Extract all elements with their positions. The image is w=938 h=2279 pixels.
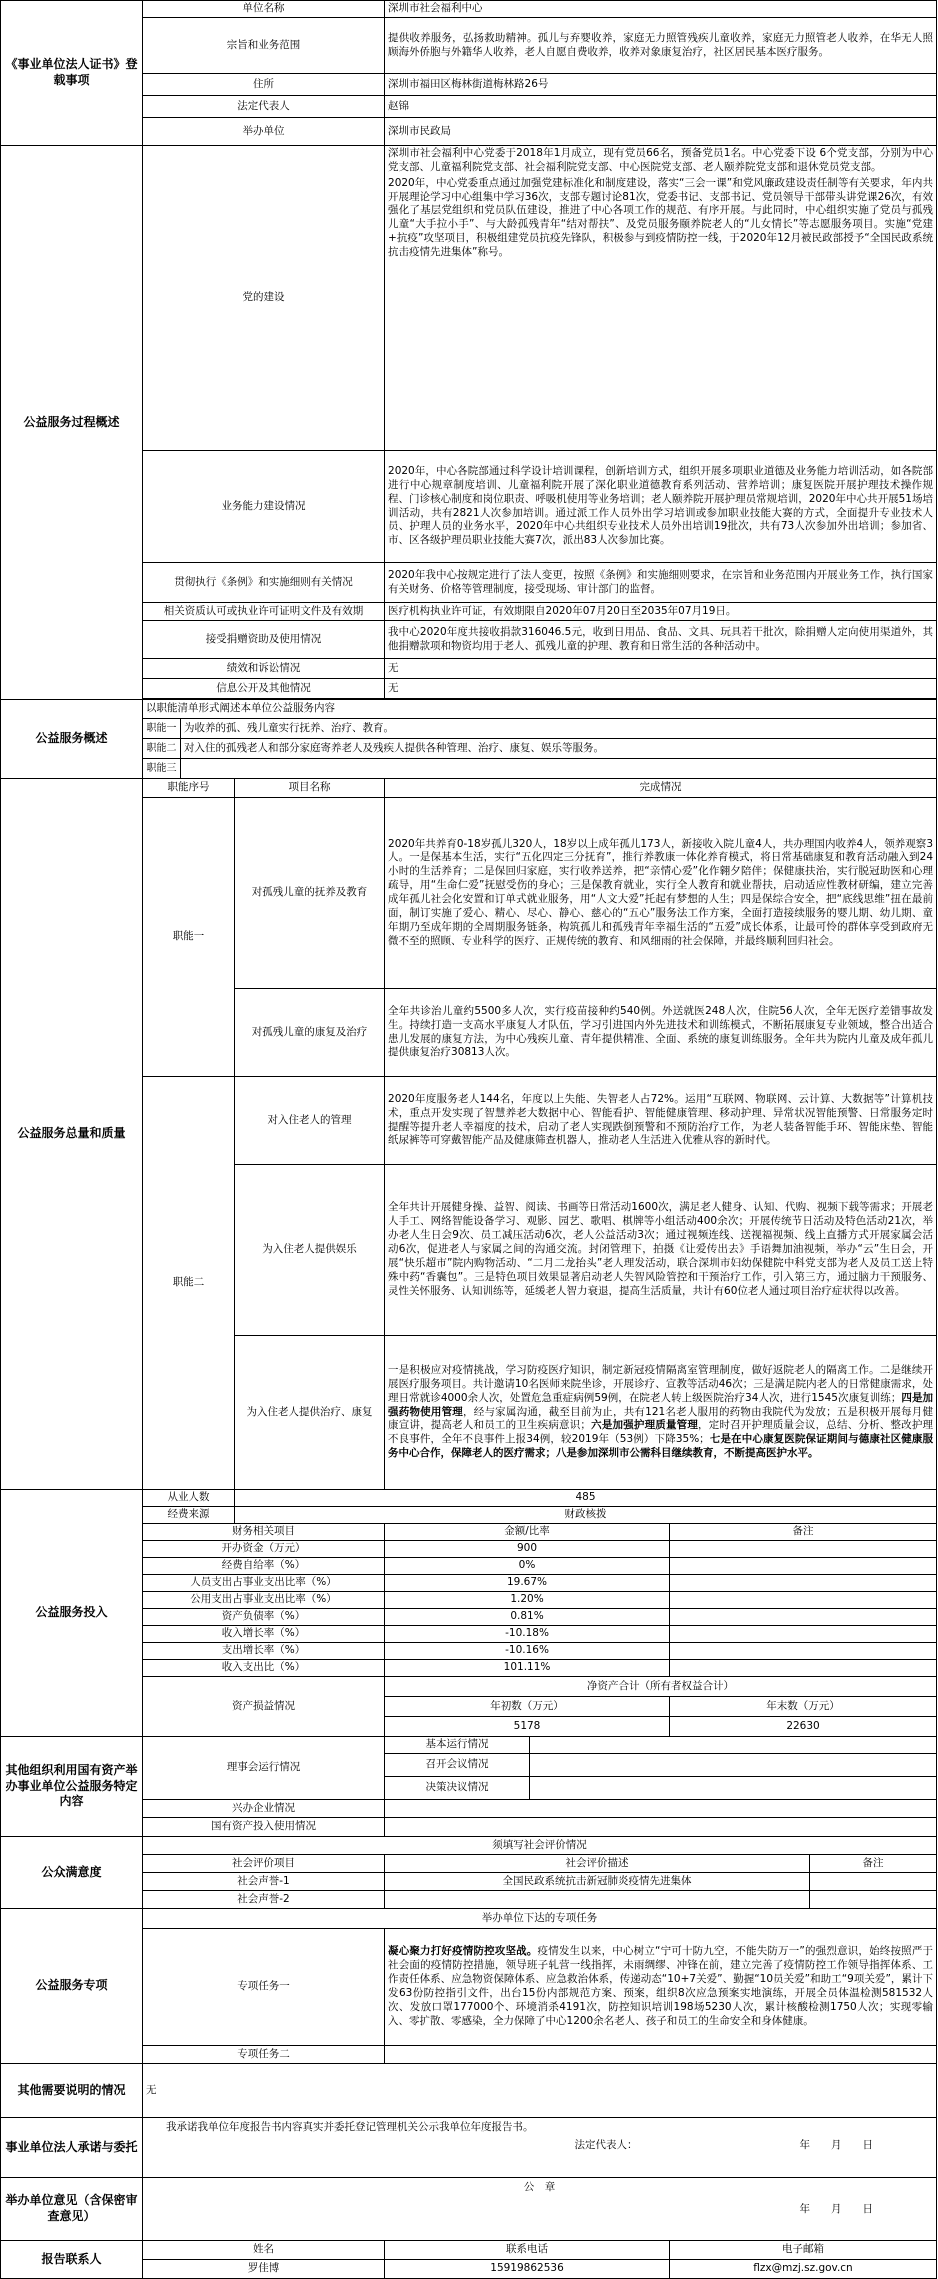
- fin-row-note: [670, 1575, 937, 1592]
- quality-item-5-bold3: 七是在中心康复医院保证期间与德康社区健康服务中心合作，保障老人的医疗需求；八是参加深圳市公需科目继续教育，不断提高医护水平。: [388, 1433, 934, 1460]
- satisfaction-row-label: 社会声誉-2: [143, 1891, 385, 1909]
- function-2-label: 职能二: [143, 739, 181, 759]
- party-building-text: [385, 146, 937, 451]
- fin-row-label: 人员支出占事业支出比率（%）: [143, 1575, 385, 1592]
- contact-name: 罗佳博: [143, 2260, 385, 2279]
- state-invest-value: [385, 1818, 937, 1837]
- reg-value-purpose: 提供收养服务，弘扬救助精神。孤儿与弃婴收养，家庭无力照管残疾儿童收养，家庭无力照管老人收养，在华无人照顾海外侨胞与外籍华人收养，老人自愿自费收养，收养对象康复治疗，社区居民基本医疗服务。: [385, 18, 937, 74]
- quality-item-2-text: 全年共诊治儿童约5500多人次，实行疫苗接种约540例。外送就医248人次，住院56人次，全年无医疗差错事故发生。持续打造一支高水平康复人才队伍，学习引进国内外先进技术和训练模式，不断拓展康复专业领域，整合出适合患儿发展的康复方法，为中心残疾儿童、青年提供精准、全面、系统的康复训练服务。全年共为院内儿童及成年孤儿提供康复治疗30813人次。: [385, 989, 937, 1077]
- reg-value-legal-rep: 赵锦: [385, 96, 937, 118]
- fin-row-value: -10.18%: [385, 1626, 670, 1643]
- fin-row-label: 支出增长率（%）: [143, 1643, 385, 1660]
- donation-label: 接受捐赠资助及使用情况: [143, 621, 385, 659]
- satisfaction-header: 须填写社会评价情况: [143, 1837, 937, 1855]
- satisfaction-row-label: 社会声誉-1: [143, 1873, 385, 1891]
- fin-row-value: 0.81%: [385, 1609, 670, 1626]
- section-quality-title: 公益服务总量和质量: [1, 779, 143, 1490]
- reg-value-name: 深圳市社会福利中心: [385, 1, 937, 18]
- quality-header-done: 完成情况: [385, 779, 937, 798]
- quality-item-5-text: [385, 1336, 937, 1490]
- special-task-2-label: 专项任务二: [143, 2046, 385, 2064]
- reg-value-sponsor: 深圳市民政局: [385, 118, 937, 146]
- satisfaction-h-item: 社会评价项目: [143, 1855, 385, 1873]
- function-3-label: 职能三: [143, 759, 181, 779]
- section-state-assets-title: 其他组织利用国有资产举办事业单位公益服务特定内容: [1, 1737, 143, 1837]
- capacity-label: 业务能力建设情况: [143, 451, 385, 563]
- council-item-value: [530, 1754, 937, 1777]
- fin-row-value: -10.16%: [385, 1643, 670, 1660]
- other-value: 无: [143, 2064, 937, 2118]
- license-label: 相关资质认可或执业许可证明文件及有效期: [143, 603, 385, 621]
- reg-label-legal-rep: 法定代表人: [143, 96, 385, 118]
- fund-source-label: 经费来源: [143, 1507, 235, 1524]
- quality-item-1-name: 对孤残儿童的抚养及教育: [235, 798, 385, 989]
- fin-row-note: [670, 1609, 937, 1626]
- overview-intro: 以职能清单形式阐述本单位公益服务内容: [143, 700, 937, 719]
- council-item: 基本运行情况: [385, 1737, 530, 1754]
- fin-row-note: [670, 1558, 937, 1575]
- function-1-label: 职能一: [143, 719, 181, 739]
- sponsor-seal: 公 章: [523, 2181, 556, 2193]
- section-process-title: 公益服务过程概述: [1, 146, 143, 700]
- contact-email[interactable]: flzx@mzj.sz.gov.cn: [670, 2260, 937, 2279]
- fin-row-note: [670, 1541, 937, 1558]
- section-commitment-title: 事业单位法人承诺与委托: [1, 2118, 143, 2178]
- litigation-label: 绩效和诉讼情况: [143, 659, 385, 679]
- fin-row-value: 101.11%: [385, 1660, 670, 1677]
- fin-row-label: 资产负债率（%）: [143, 1609, 385, 1626]
- section-satisfaction-title: 公众满意度: [1, 1837, 143, 1909]
- reg-label-purpose: 宗旨和业务范围: [143, 18, 385, 74]
- function-3-text: [181, 759, 937, 779]
- council-item-value: [530, 1737, 937, 1754]
- party-building-p1: 深圳市社会福利中心党委于2018年1月成立，现有党员66名，预备党员1名。中心党委下设 6个党支部，分别为中心党支部、儿童福利院党支部、社会福利院党支部、中心医院党支部、老人颐养院党支部和退休党员党支部。: [388, 147, 934, 173]
- commitment-text: 我承诺我单位年度报告书内容真实并委托登记管理机关公示我单位年度报告书。: [166, 2121, 534, 2133]
- special-task-1-body: 疫情发生以来，中心树立“宁可十防九空，不能失防万一”的强烈意识，始终按照严于社会面的疫情防控措施，领导班子轧营一线指挥，未雨绸缪、冲锋在前，建立完善了疫情防控工作领导指挥体系、工作责任体系、应急物资保障体系、应急救治体系，传递动态“10+7关爱”、勤握“10员关爱”和助工“9项关爱”，累计下发63份防控指引文件，出台15份内部规范方案、预案，组织8次应急预案实地演练，开展全员体温检测581532人次、发放口罩177000个、环境消杀4191次，防控知识培训198场5230人次，累计核酸检测1750人次；实现零输入、零扩散、零感染，全力保障了中心1200余名老人、孩子和员工的生命安全和身体健康。: [388, 1945, 934, 2027]
- section-sponsor-opinion-title: 举办单位意见（含保密审查意见）: [1, 2178, 143, 2241]
- sponsor-opinion-cell: [143, 2178, 937, 2241]
- regulation-label: 贯彻执行《条例》和实施细则有关情况: [143, 563, 385, 603]
- special-task-1-text: [385, 1929, 937, 2046]
- begin-year-value: 5178: [385, 1717, 670, 1737]
- quality-function-1-label: 职能一: [143, 798, 235, 1077]
- contact-h-email: 电子邮箱: [670, 2241, 937, 2260]
- asset-label: 资产损益情况: [143, 1677, 385, 1737]
- special-header: 举办单位下达的专项任务: [143, 1909, 937, 1929]
- section-registration-title: 《事业单位法人证书》登载事项: [1, 1, 143, 146]
- quality-item-1-text: 2020年共养育0-18岁孤儿320人，18岁以上成年孤儿173人，新接收入院儿童4人，共办理国内收养4人，领养观察3人。一是保基本生活，实行“五化四定三分抚育”，推行养教康一体化养育模式，将日常基础康复和教育活动融入到24小时的生活养育；二是保回归家庭，实行收养送养，把“亲情心爱”化作翱夕陪伴；保健康扶治，实行脱冠助医和心理疏导，用“生命仁爱”抚慰受伤的身心；三是保教育就业，实行全人教育和就业帮扶，启动适应性教材研编，建立完善成年孤儿社会化安置和订单式就业服务，用“人文大爱”托起有梦想的人生；四是保综合安全，把“底线思维”扭在最前面，制订实施了爱心、精心、尽心、静心、慈心的“五心”服务法工作方案，全面打造接续服务的婴儿期、幼儿期、童年期乃至成年期的全周期服务链条，构筑孤儿和孤残青年幸福生活的“五爱”成长体系，让最可怜的群体享受到政府无微不至的照顾、专业科学的医疗、正规传统的教育、和风细雨的社会保障，并最终顺利回归社会。: [385, 798, 937, 989]
- fin-row-note: [670, 1626, 937, 1643]
- begin-year-label: 年初数（万元）: [385, 1697, 670, 1717]
- info-disclosure-label: 信息公开及其他情况: [143, 679, 385, 699]
- fin-row-note: [670, 1660, 937, 1677]
- contact-phone: 15919862536: [385, 2260, 670, 2279]
- quality-item-5-name: 为入住老人提供治疗、康复: [235, 1336, 385, 1490]
- contact-h-name: 姓名: [143, 2241, 385, 2260]
- section-special-title: 公益服务专项: [1, 1909, 143, 2064]
- fin-row-label: 收入支出比（%）: [143, 1660, 385, 1677]
- info-disclosure-text: 无: [385, 679, 937, 699]
- end-year-value: 22630: [670, 1717, 937, 1737]
- commitment-date: 年 月 日: [799, 2138, 874, 2151]
- fin-row-label: 经费自给率（%）: [143, 1558, 385, 1575]
- quality-item-2-name: 对孤残儿童的康复及治疗: [235, 989, 385, 1077]
- fin-row-note: [670, 1643, 937, 1660]
- commitment-sign-label: 法定代表人：: [574, 2138, 638, 2151]
- quality-item-4-name: 为入住老人提供娱乐: [235, 1165, 385, 1336]
- sponsor-date: 年 月 日: [799, 2202, 874, 2215]
- function-2-text: 对入住的孤残老人和部分家庭寄养老人及残疾人提供各种管理、治疗、康复、娱乐等服务。: [181, 739, 937, 759]
- enterprise-value: [385, 1800, 937, 1818]
- capacity-text: 2020年，中心各院部通过科学设计培训课程，创新培训方式，组织开展多项职业道德及业务能力培训活动，如各院部进行中心规章制度培训、儿童福利院开展了深化职业道德教育系列活动、营养培训；康复医院开展护理技术操作规程、门诊核心制度和岗位职责、呼吸机使用等业务培训；老人颐养院开展护理员常规培训，2020年中心共开展51场培训活动，共有2821人次参加培训。通过派工作人员外出学习培训或参加职业技能大赛的方式，全面提升专业技术人员、护理人员的业务水平，2020年中心共组织专业技术人员外出培训19批次，共有73人次参加外出培训；参加省、市、区各级护理员职业技能大赛7次，派出83人次参加比赛。: [385, 451, 937, 563]
- quality-item-4-text: 全年共计开展健身操、益智、阅读、书画等日常活动1600次，满足老人健身、认知、代购、视频下载等需求；开展老人手工、网络智能设备学习、观影、园艺、歌唱、棋牌等小组活动400余次；开展传统节日活动及特色活动21次，举办老人生日会9次、员工减压活动6次，老人公益活动3次；通过视频连线、送视福视频、线上直播方式开展家属会活动6次，促进老人与家属之间的沟通交流。封闭管理下，拍摄《让爱传出去》手语舞加油视频，举办“云”生日会，开展“快乐超市”院内购物活动、“二月二龙抬头”老人理发活动，联合深圳市妇幼保健院中科党支部为老人及员工送上特殊中药“香囊包”。三是特色项目效果显著启动老人失智风险管控和干预治疗工作，引入第三方，通过脑力干预服务、灵性关怀服务、认知训练等，延缓老人智力衰退，提高生活质量，共计有60位老人通过项目治疗症状得以改善。: [385, 1165, 937, 1336]
- state-invest-label: 国有资产投入使用情况: [143, 1818, 385, 1837]
- fin-row-note: [670, 1592, 937, 1609]
- staff-count-label: 从业人数: [143, 1490, 235, 1507]
- reg-value-address: 深圳市福田区梅林街道梅林路26号: [385, 74, 937, 96]
- section-overview-title: 公益服务概述: [1, 700, 143, 779]
- party-building-label: 党的建设: [143, 146, 385, 451]
- fund-source-value: 财政核拨: [235, 1507, 937, 1524]
- quality-item-5-bold2: 六是加强护理质量管理: [590, 1419, 699, 1432]
- litigation-text: 无: [385, 659, 937, 679]
- license-text: 医疗机构执业许可证，有效期限自2020年07月20日至2035年07月19日。: [385, 603, 937, 621]
- council-label: 理事会运行情况: [143, 1737, 385, 1800]
- fin-row-value: 900: [385, 1541, 670, 1558]
- fin-row-value: 0%: [385, 1558, 670, 1575]
- net-asset-header: 净资产合计（所有者权益合计）: [385, 1677, 937, 1697]
- reg-label-address: 住所: [143, 74, 385, 96]
- satisfaction-row-note: [810, 1873, 937, 1891]
- fin-row-label: 公用支出占事业支出比率（%）: [143, 1592, 385, 1609]
- satisfaction-row-note: [810, 1891, 937, 1909]
- quality-item-3-text: 2020年度服务老人144名，年度以上失能、失智老人占72%。运用“互联网、物联网、云计算、大数据等”计算机技术，重点开发实现了智慧养老大数据中心、智能看护、智能健康管理、移动护理、异常状况智能预警、日常服务定时提醒等提升老人幸福度的技术，启动了老人实现跌倒预警和不预防治疗工作，为老人装备智能手环、智能床垫、智能纸尿裤等可穿戴智能产品及健康筛查机器人，推动老人生活进入优雅从容的新时代。: [385, 1077, 937, 1165]
- fin-header-item: 财务相关项目: [143, 1524, 385, 1541]
- regulation-text: 2020年我中心按规定进行了法人变更，按照《条例》和实施细则要求，在宗旨和业务范围内开展业务工作，执行国家有关财务、价格等管理制度，接受现场、审计部门的监督。: [385, 563, 937, 603]
- function-1-text: 为收养的孤、残儿童实行抚养、治疗、教育。: [181, 719, 937, 739]
- satisfaction-h-desc: 社会评价描述: [385, 1855, 810, 1873]
- contact-h-phone: 联系电话: [385, 2241, 670, 2260]
- council-item-value: [530, 1777, 937, 1800]
- satisfaction-h-note: 备注: [810, 1855, 937, 1873]
- special-task-1-lead: 凝心聚力打好疫情防控攻坚战。: [388, 1945, 538, 1958]
- reg-label-name: 单位名称: [143, 1, 385, 18]
- reg-label-sponsor: 举办单位: [143, 118, 385, 146]
- section-other-title: 其他需要说明的情况: [1, 2064, 143, 2118]
- quality-item-5-main: 一是积极应对疫情挑战，学习防疫医疗知识，制定新冠疫情隔离室管理制度，做好返院老人的隔离工作。二是继续开展医疗服务项目。共计邀请10名医师来院坐诊，开展诊疗、宣教等活动46次；三是满足院内老人的日常健康需求，处理日常就诊4000余人次，处置危急重症病例59例，在院老人转上级医院治疗34人次，进行1545次康复训练；: [388, 1363, 934, 1404]
- enterprise-label: 兴办企业情况: [143, 1800, 385, 1818]
- section-contact-title: 报告联系人: [1, 2241, 143, 2279]
- special-task-1-label: 专项任务一: [143, 1929, 385, 2046]
- fin-row-value: 1.20%: [385, 1592, 670, 1609]
- staff-count-value: 485: [235, 1490, 937, 1507]
- fin-row-label: 收入增长率（%）: [143, 1626, 385, 1643]
- donation-text: 我中心2020年度共接收捐款316046.5元，收到日用品、食品、文具、玩具若干批次，除捐赠人定向使用渠道外，其他捐赠款项和物资均用于老人、孤残儿童的护理、教育和日常生活的各种活动中。: [385, 621, 937, 659]
- satisfaction-row-desc: 全国民政系统抗击新冠肺炎疫情先进集体: [385, 1873, 810, 1891]
- fin-header-note: 备注: [670, 1524, 937, 1541]
- council-item: 决策决议情况: [385, 1777, 530, 1800]
- quality-header-item: 项目名称: [235, 779, 385, 798]
- quality-item-3-name: 对入住老人的管理: [235, 1077, 385, 1165]
- satisfaction-row-desc: [385, 1891, 810, 1909]
- quality-header-seq: 职能序号: [143, 779, 235, 798]
- council-item: 召开会议情况: [385, 1754, 530, 1777]
- quality-item-5-mid2: ，定时召开护理质量会议，总结、分析、整改护理不良事件，全年不良事件上报34例，较2019年（53例）下降35%；: [388, 1419, 934, 1446]
- party-building-p2: 2020年，中心党委重点通过加强党建标准化和制度建设，落实“三会一课”和党风廉政建设责任制等有关要求，年内共开展理论学习中心组集中学习36次，支部专题讨论81次，党委书记、支部书记、党员领导干部带头讲党课26次，有效强化了基层党组织和党员队伍建设，推进了中心各项工作的规范、有序开展。与此同时，中心组织实施了党员与孤残儿童“大手拉小手”、与大龄孤残青年“结对帮扶”、及党员服务颐养院老人的“儿女情长”等志愿服务项目。实施“党建+抗疫”攻坚项目，积极组建党员抗疫先锋队，积极参与到疫情防控一线，于2020年12月被民政部授予“全国民政系统抗击疫情先进集体”称号。: [388, 176, 934, 259]
- quality-item-5-mid: ，经与家属沟通，截至目前为止，共有121名老人服用的药物由我院代为发放；五是积极开展每月健康宣讲，提高老人和员工的卫生疾病意识；: [388, 1405, 934, 1432]
- section-input-title: 公益服务投入: [1, 1490, 143, 1737]
- fin-header-amount: 金额/比率: [385, 1524, 670, 1541]
- special-task-2-text: [385, 2046, 937, 2064]
- fin-row-label: 开办资金（万元）: [143, 1541, 385, 1558]
- fin-row-value: 19.67%: [385, 1575, 670, 1592]
- end-year-label: 年末数（万元）: [670, 1697, 937, 1717]
- quality-function-2-label: 职能二: [143, 1077, 235, 1490]
- quality-item-5-bold1: 四是加强药物使用管理: [388, 1391, 934, 1418]
